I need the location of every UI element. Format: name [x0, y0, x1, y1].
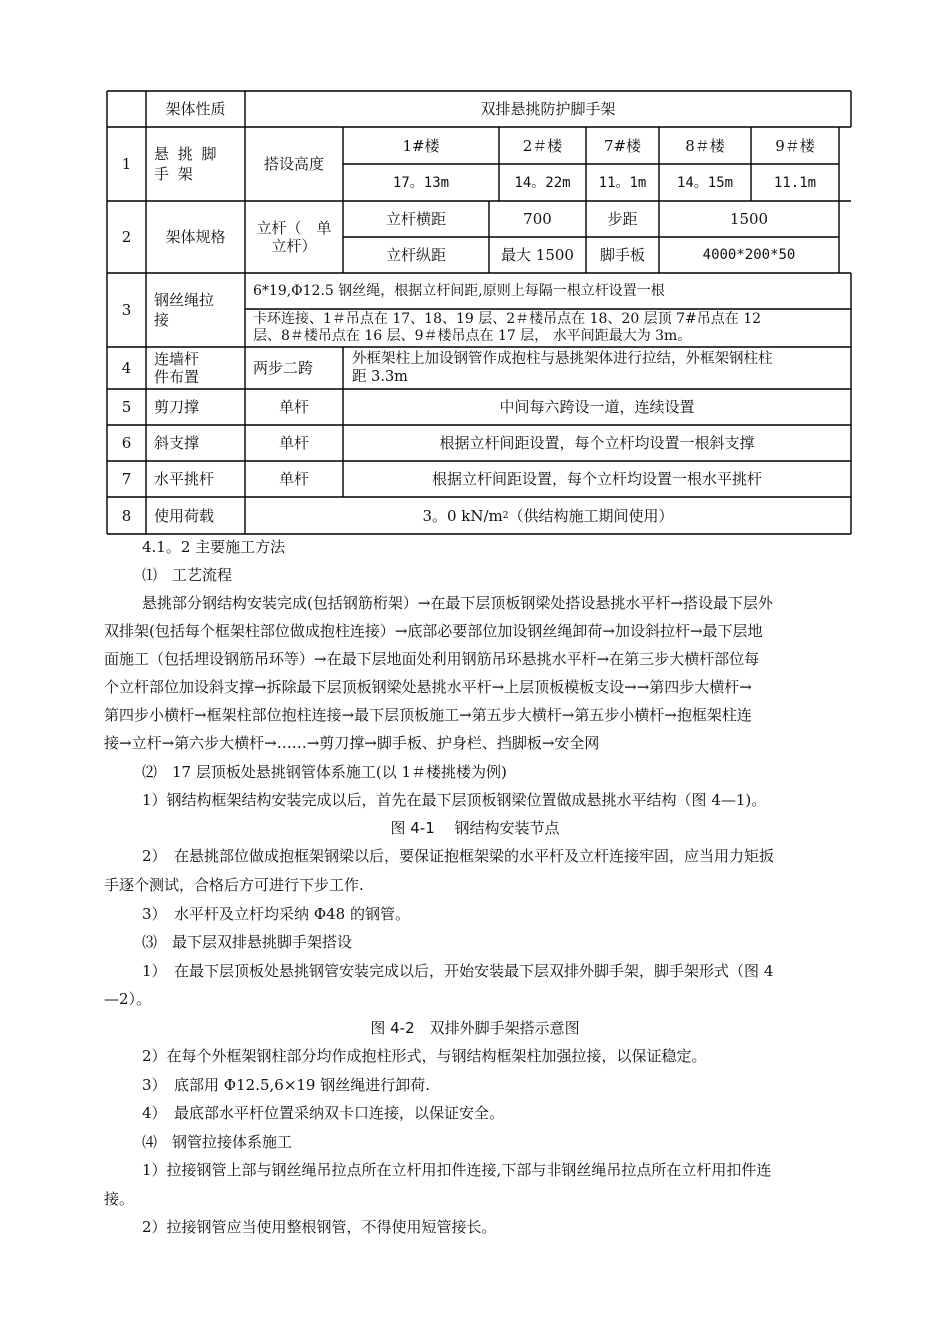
subheading-tie-system: ⑷ 钢管拉接体系施工: [142, 1133, 293, 1151]
row8-content-post: （供结构施工期间使用）: [508, 506, 674, 525]
row1-sub: 搭设高度: [263, 155, 324, 173]
paragraph-line: 个立杆部位加设斜支撑→拆除最下层顶板钢梁处悬挑水平杆→上层顶板模板支设→→第四步大横杆→: [104, 678, 752, 696]
row8-number: 8: [121, 506, 132, 525]
step-value: 1500: [729, 210, 769, 228]
row5-sub: 单杆: [278, 398, 309, 416]
row8-content-pre: 3。0 kN/m: [422, 506, 503, 525]
row4-label: 连墙杆件布置: [154, 350, 200, 386]
row2-label: 架体规格: [165, 228, 226, 246]
row5-number: 5: [121, 398, 132, 416]
row5-content: 中间每六跨设一道，连续设置: [499, 398, 695, 416]
row2-sub: 立杆（ 单 立杆）: [256, 219, 347, 255]
building-9: 9＃楼: [775, 136, 815, 155]
row4-sub: 两步二跨: [253, 359, 314, 377]
paragraph-line: 面施工（包括埋设钢筋吊环等）→在最下层地面处利用钢筋吊环悬挑水平杆→在第三步大横杆部位每: [104, 650, 760, 668]
header-label: 架体性质: [165, 100, 226, 118]
row1-label: 悬 挑 脚 手 架: [154, 145, 219, 183]
row4-content-a: 外框架柱上加设钢管作成抱柱与悬挑架体进行拉结，外框架钢柱柱: [352, 351, 773, 367]
height-1: 17。13m: [392, 174, 450, 191]
step-label: 步距: [607, 210, 638, 228]
header-value: 双排悬挑防护脚手架: [480, 100, 616, 118]
row8-content: 3。0 kN/m 2 （供结构施工期间使用）: [422, 506, 674, 525]
row3-number: 3: [121, 301, 132, 319]
subheading-process: ⑴ 工艺流程: [142, 566, 233, 584]
row3-line2a: 卡环连接、1＃吊点在 17、18、19 层、2＃楼吊点在 18、20 层顶 7#吊点在 12: [253, 311, 762, 327]
section-heading: 4.1。2 主要施工方法: [142, 538, 286, 556]
row6-label: 斜支撑: [154, 434, 200, 452]
row3-line1: 6*19,Φ12.5 钢丝绳，根据立杆间距,原则上每隔一根立杆设置一根: [253, 283, 665, 299]
row6-number: 6: [121, 434, 132, 452]
row1-number: 1: [121, 155, 132, 173]
paragraph-line: 接→立杆→第六步大横杆→……→剪刀撑→脚手板、护身栏、挡脚板→安全网: [104, 734, 600, 752]
subheading-17f: ⑵ 17 层顶板处悬挑钢管体系施工(以 1＃楼挑楼为例): [142, 763, 507, 781]
height-2: 14。22m: [514, 174, 571, 191]
row4-number: 4: [121, 359, 132, 377]
paragraph-line: 1） 在最下层顶板处悬挑钢管安装完成以后，开始安装最下层双排外脚手架，脚手架形式（图 4: [142, 962, 774, 980]
row4-content-b: 距 3.3m: [352, 369, 408, 385]
building-1: 1#楼: [402, 136, 440, 155]
spacing-h-label: 立杆横距: [385, 210, 446, 228]
height-7: 11。1m: [598, 174, 647, 191]
paragraph-line: 悬挑部分钢结构安装完成(包括钢筋桁架）→在最下层顶板钢梁处搭设悬挑水平杆→搭设最下层外: [142, 594, 773, 612]
row7-number: 7: [121, 470, 132, 488]
paragraph-line: —2）。: [104, 990, 152, 1008]
row2-number: 2: [121, 228, 132, 246]
height-9: 11.1m: [773, 174, 817, 191]
building-2: 2＃楼: [522, 136, 563, 155]
row8-label: 使用荷载: [154, 506, 215, 525]
paragraph-line: 第四步小横杆→框架柱部位抱柱连接→最下层顶板施工→第五步大横杆→第五步小横杆→抱框架柱连: [104, 706, 752, 724]
paragraph-line: 1）钢结构框架结构安装完成以后，首先在最下层顶板钢梁位置做成悬挑水平结构（图 4—1)。: [142, 791, 767, 809]
paragraph-line: 2） 在悬挑部位做成抱框架钢梁以后，要保证抱框架梁的水平杆及立杆连接牢固，应当用力矩扳: [142, 847, 775, 865]
building-7: 7#楼: [603, 136, 642, 155]
paragraph-line: 双排架(包括每个框架柱部位做成抱柱连接）→底部必要部位加设钢丝绳卸荷→加设斜拉杆→最下层地: [104, 622, 763, 640]
spacing-v-label: 立杆纵距: [385, 246, 446, 264]
row7-content: 根据立杆间距设置，每个立杆均设置一根水平挑杆: [431, 470, 762, 488]
board-value: 4000*200*50: [702, 247, 796, 263]
row3-label: 钢丝绳拉接: [154, 291, 215, 329]
building-8: 8＃楼: [685, 136, 725, 155]
board-label: 脚手板: [599, 246, 645, 264]
paragraph-line: 4） 最底部水平杆位置采纳双卡口连接，以保证安全。: [142, 1104, 505, 1122]
row5-label: 剪刀撑: [154, 398, 200, 416]
height-8: 14。15m: [676, 174, 734, 191]
row7-sub: 单杆: [278, 470, 309, 488]
paragraph-line: 接。: [104, 1190, 135, 1208]
row3-line2b: 层、8＃楼吊点在 16 层、9＃楼吊点在 17 层， 水平间距最大为 3m。: [253, 328, 692, 344]
row6-content: 根据立杆间距设置，每个立杆均设置一根斜支撑: [439, 434, 755, 452]
subheading-bottom-scaffold: ⑶ 最下层双排悬挑脚手架搭设: [142, 933, 353, 951]
paragraph-line: 1）拉接钢管上部与钢丝绳吊拉点所在立杆用扣件连接,下部与非钢丝绳吊拉点所在立杆用扣件连: [142, 1161, 772, 1179]
figure-caption-4-1: 图 4-1 钢结构安装节点: [390, 819, 560, 837]
figure-caption-4-2: 图 4-2 双排外脚手架搭示意图: [370, 1019, 580, 1037]
spacing-v-value: 最大 1500: [501, 246, 574, 264]
paragraph-line: 3） 底部用 Φ12.5,6×19 钢丝绳进行卸荷.: [142, 1076, 431, 1094]
paragraph-line: 手逐个测试，合格后方可进行下步工作.: [104, 876, 364, 894]
spacing-h-value: 700: [523, 210, 552, 228]
row6-sub: 单杆: [278, 434, 309, 452]
row7-label: 水平挑杆: [154, 470, 215, 488]
paragraph-line: 2）拉接钢管应当使用整根钢管，不得使用短管接长。: [142, 1218, 497, 1236]
scaffold-spec-table: [0, 0, 950, 540]
paragraph-line: 3） 水平杆及立杆均采纳 Φ48 的钢管。: [142, 905, 410, 923]
paragraph-line: 2）在每个外框架钢柱部分均作成抱柱形式，与钢结构框架柱加强拉接，以保证稳定。: [142, 1047, 707, 1065]
